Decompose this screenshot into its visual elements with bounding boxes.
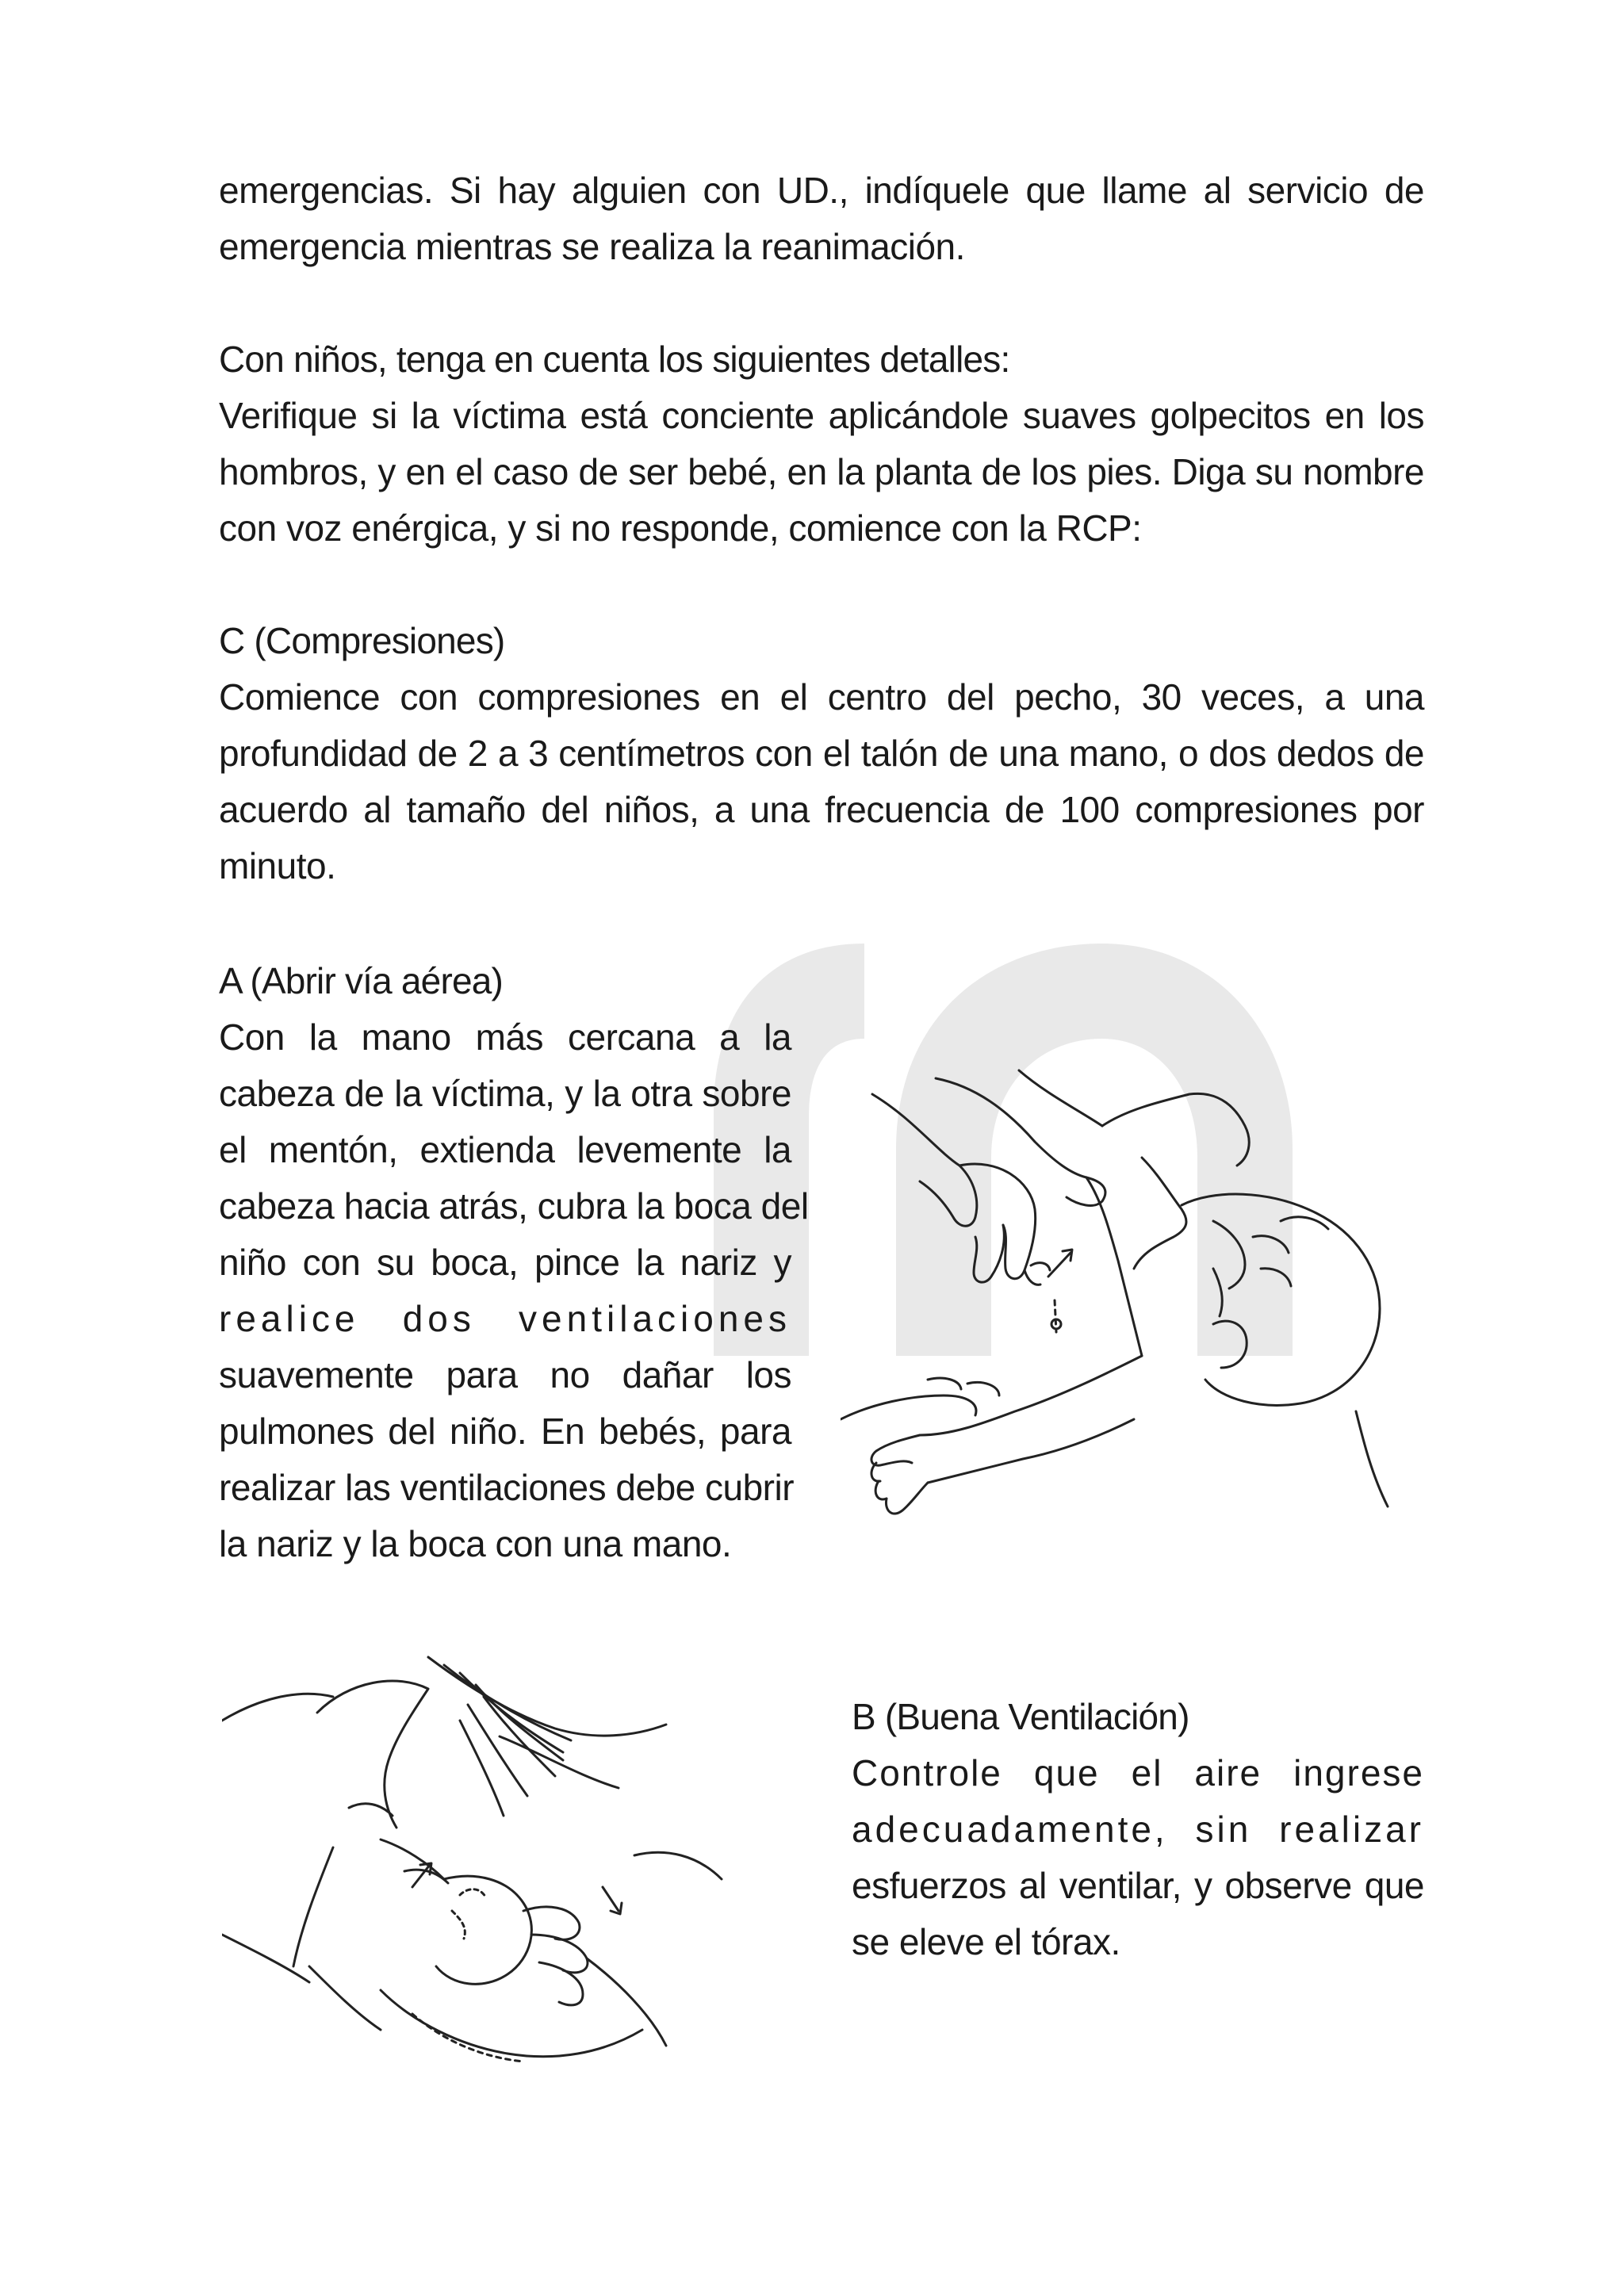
infant-chest-compression-illustration bbox=[841, 1062, 1396, 1538]
airway-line-3: el mentón, extienda levemente la bbox=[219, 1129, 791, 1170]
intro-line-1: emergencias. Si hay alguien con UD., indíquele que llame al servicio de bbox=[219, 170, 1424, 211]
ventilation-line-1: Controle que el aire ingrese bbox=[852, 1752, 1424, 1794]
children-line-1: Verifique si la víctima está conciente aplicándole suaves golpecitos en los bbox=[219, 395, 1424, 436]
airway-paragraph bbox=[219, 1009, 809, 1572]
airway-line-8: pulmones del niño. En bebés, para bbox=[219, 1411, 791, 1452]
airway-line-5: niño con su boca, pince la nariz y bbox=[219, 1242, 791, 1283]
compressions-paragraph bbox=[219, 669, 1424, 894]
compressions-line-3: acuerdo al tamaño del niños, a una frecuencia de 100 compresiones por bbox=[219, 789, 1424, 830]
ventilation-heading: B (Buena Ventilación) bbox=[852, 1696, 1189, 1737]
rescue-breathing-illustration bbox=[222, 1649, 777, 2093]
children-line-2: hombros, y en el caso de ser bebé, en la planta de los pies. Diga su nombre bbox=[219, 451, 1424, 492]
children-heading: Con niños, tenga en cuenta los siguientes detalles: bbox=[219, 339, 1010, 380]
children-line-3: con voz enérgica, y si no responde, comience con la RCP: bbox=[219, 507, 1142, 549]
compressions-line-1: Comience con compresiones en el centro del pecho, 30 veces, a una bbox=[219, 676, 1424, 718]
intro-line-2: emergencia mientras se realiza la reanimación. bbox=[219, 226, 965, 267]
airway-line-2: cabeza de la víctima, y la otra sobre bbox=[219, 1073, 791, 1114]
ventilation-line-3: esfuerzos al ventilar, y observe que bbox=[852, 1865, 1424, 1906]
intro-paragraph bbox=[219, 163, 1424, 275]
ventilation-line-2: adecuadamente, sin realizar bbox=[852, 1809, 1424, 1850]
children-paragraph bbox=[219, 388, 1424, 557]
airway-line-1: Con la mano más cercana a la bbox=[219, 1016, 791, 1058]
airway-heading: A (Abrir vía aérea) bbox=[219, 960, 504, 1001]
ventilation-line-4: se eleve el tórax. bbox=[852, 1921, 1120, 1962]
airway-line-4: cabeza hacia atrás, cubra la boca del bbox=[219, 1185, 809, 1227]
airway-line-9: realizar las ventilaciones debe cubrir bbox=[219, 1467, 795, 1508]
compressions-line-4: minuto. bbox=[219, 845, 336, 886]
compressions-line-2: profundidad de 2 a 3 centímetros con el talón de una mano, o dos dedos de bbox=[219, 733, 1424, 774]
compressions-heading: C (Compresiones) bbox=[219, 620, 505, 661]
airway-line-10: la nariz y la boca con una mano. bbox=[219, 1523, 732, 1564]
airway-line-7: suavemente para no dañar los bbox=[219, 1354, 791, 1395]
airway-line-6: realice dos ventilaciones bbox=[219, 1298, 791, 1339]
ventilation-paragraph bbox=[852, 1745, 1424, 1970]
